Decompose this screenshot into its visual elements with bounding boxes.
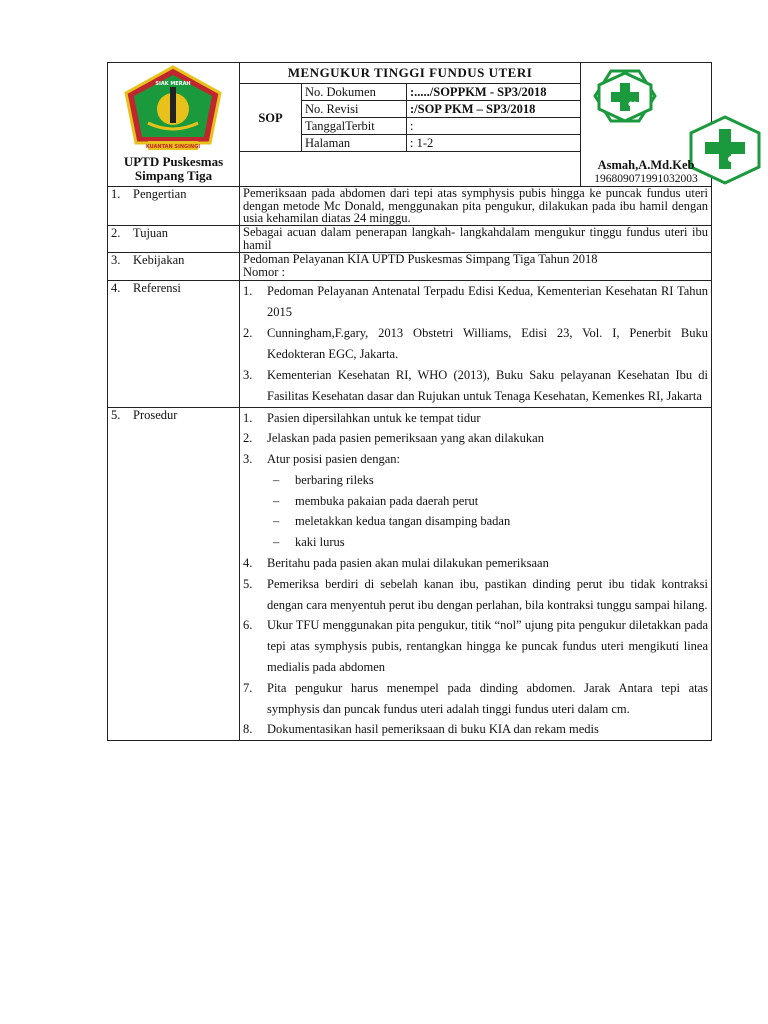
list-item: 1. Pasien dipersilahkan untuk ke tempat tidur [243, 410, 481, 425]
list-item: 6. Ukur TFU menggunakan pita pengukur, titik “nol” ujung pita pengukur diletakkan pada tepi atas symphysis pubis, rentangkan hingga ke puncak fundus uteri mengikuti linea medialis pada abdomen [243, 618, 709, 675]
meta-value: :...../SOPPKM - SP3/2018 [407, 84, 581, 101]
blank-header-cell [240, 152, 581, 187]
section-referensi-list [240, 280, 712, 407]
section-label-referensi: 4. Referensi [108, 280, 240, 407]
list-item: 1. Pedoman Pelayanan Antenatal Terpadu Edisi Kedua, Kementerian Kesehatan RI Tahun 2015 [243, 283, 709, 319]
list-item: 7. Pita pengukur harus menempel pada dinding abdomen. Jarak Antara tepi atas symphysis dan puncak fundus uteri adalah tinggi fundus uteri dalam cm. [243, 680, 709, 716]
org-logo-cell [108, 63, 240, 187]
meta-label: No. Revisi [302, 101, 407, 118]
list-item: 4. Beritahu pada pasien akan mulai dilakukan pemeriksaan [243, 556, 549, 571]
signer-nip: 196809071991032003 [594, 173, 698, 185]
org-name-line2: Simpang Tiga [134, 168, 213, 183]
puskesmas-logo-cell [581, 63, 712, 187]
sub-list-item: – meletakkan kedua tangan disamping badan [273, 514, 511, 529]
sub-list-item: – berbaring rileks [273, 472, 374, 487]
list-item: 2. Cunningham,F.gary, 2013 Obstetri Williams, Edisi 23, Vol. I, Penerbit Buku Kedokteran EGC, Jakarta. [243, 325, 709, 361]
meta-label: TanggalTerbit [302, 118, 407, 135]
section-pengertian-text: Pemeriksaan pada abdomen dari tepi atas symphysis pubis hingga ke puncak fundus uteri dengan metode Mc Donald, menggunakan pita pengukur, dilakukan pada ibu hamil dengan usia kehamilan diatas 24 minggu. [240, 187, 712, 226]
section-label-prosedur: 5. Prosedur [108, 407, 240, 741]
list-item: 3. Atur posisi pasien dengan: [243, 452, 400, 467]
document-title: MENGUKUR TINGGI FUNDUS UTERI [240, 63, 581, 84]
section-label-tujuan: 2. Tujuan [108, 225, 240, 252]
section-prosedur-list [240, 407, 712, 741]
section-label-kebijakan: 3. Kebijakan [108, 252, 240, 280]
list-item: 8. Dokumentasikan hasil pemeriksaan di buku KIA dan rekam medis [243, 722, 599, 737]
sub-list-item: – membuka pakaian pada daerah perut [273, 493, 479, 508]
list-item: 5. Pemeriksa berdiri di sebelah kanan ibu, pastikan dinding perut ibu tidak kontraksi dengan cara menyentuh perut ibu dengan perlahan, bila kontraksi tunggu sampai hilang. [243, 576, 709, 612]
regency-logo [108, 63, 238, 155]
sop-document [107, 62, 711, 741]
meta-label: Halaman [302, 135, 407, 152]
meta-value: : 1-2 [407, 135, 581, 152]
sop-table [107, 62, 712, 741]
kebijakan-line2: Nomor : [243, 265, 286, 279]
logo-text-top: SIAK MERAH [155, 81, 191, 87]
meta-value: : [407, 118, 581, 135]
sub-list-item: – kaki lurus [273, 535, 345, 550]
meta-value: :/SOP PKM – SP3/2018 [407, 101, 581, 118]
kebijakan-line1: Pedoman Pelayanan KIA UPTD Puskesmas Simpang Tiga Tahun 2018 [243, 251, 598, 266]
section-label-pengertian: 1. Pengertian [108, 187, 240, 226]
list-item: 3. Kementerian Kesehatan RI, WHO (2013), Buku Saku pelayanan Kesehatan Ibu di Fasilitas Kesehatan dasar dan Rujukan untuk Tenaga Kesehatan, Kemenkes RI, Jakarta [243, 367, 709, 403]
list-item: 2. Jelaskan pada pasien pemeriksaan yang akan dilakukan [243, 431, 544, 446]
logo-text-bottom: KUANTAN SINGINGI [145, 144, 201, 150]
meta-label: No. Dokumen [302, 84, 407, 101]
section-kebijakan-text [240, 252, 712, 280]
sop-label: SOP [240, 84, 302, 152]
signer-name: Asmah,A.Md.Keb [597, 158, 695, 172]
puskesmas-logo-icon-2 [685, 111, 768, 201]
org-name-line1: UPTD Puskesmas [123, 154, 224, 169]
section-tujuan-text: Sebagai acuan dalam penerapan langkah- langkahdalam mengukur tinggu fundus uteri ibu hamil [240, 225, 712, 252]
